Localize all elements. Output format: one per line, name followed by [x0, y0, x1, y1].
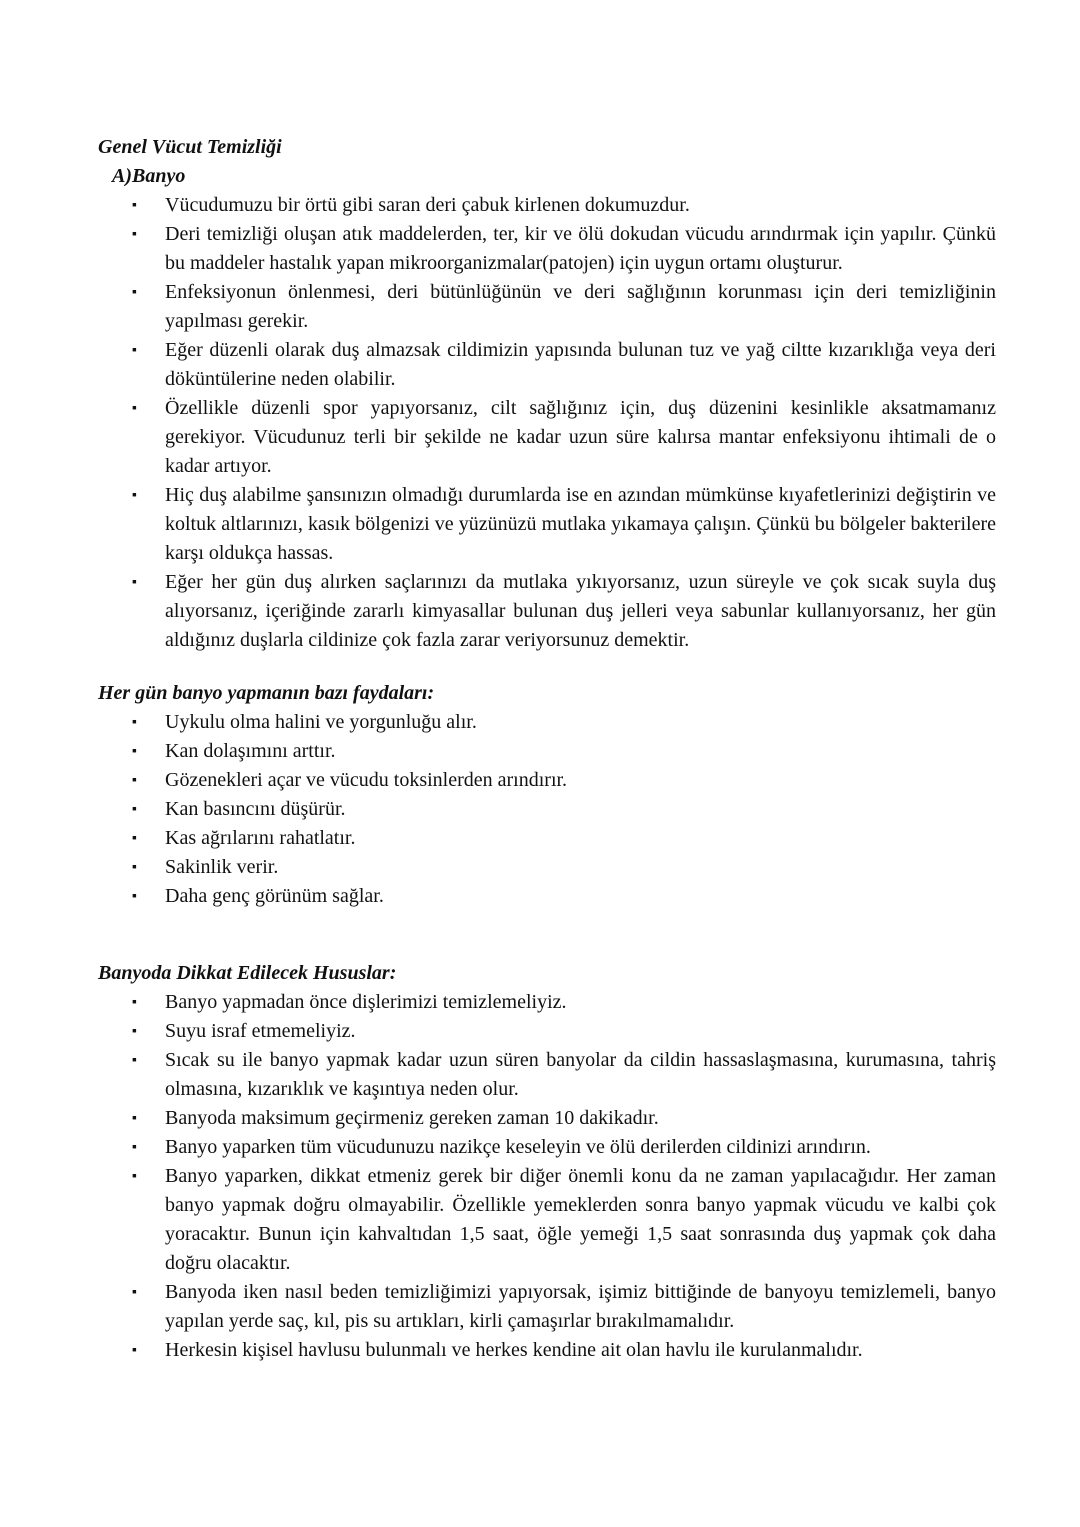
list-item-text: Banyo yapmadan önce dişlerimizi temizlemeliyiz. [165, 991, 567, 1013]
list-item-text: Banyo yaparken tüm vücudunuzu nazikçe keseleyin ve ölü derilerden cildinizi arındırın. [165, 1136, 871, 1158]
list-item [98, 1046, 996, 1104]
bullet-square-icon: ▪ [132, 488, 137, 503]
list-item-text: Deri temizliği oluşan atık maddelerden, ter, kir ve ölü dokudan vücudu arındırmak için yapılır. Çünkü bu maddeler hastalık yapan mikroorganizmalar(patojen) için uygun ortamı oluşturur. [165, 223, 996, 274]
list-item-text: Uykulu olma halini ve yorgunluğu alır. [165, 711, 477, 733]
list-item-text: Sıcak su ile banyo yapmak kadar uzun süren banyolar da cildin hassaslaşmasına, kurumasına, tahriş olmasına, kızarıklık ve kaşıntıya neden olur. [165, 1049, 996, 1100]
bullet-square-icon: ▪ [132, 198, 137, 213]
list-item [98, 336, 996, 394]
list-item-text: Hiç duş alabilme şansınızın olmadığı durumlarda ise en azından mümkünse kıyafetlerinizi değiştirin ve koltuk altlarınızı, kasık bölgenizi ve yüzünüzü mutlaka yıkamaya çalışın. Çünkü bu bölgeler bakterilere karşı oldukça hassas. [165, 484, 996, 564]
bullet-square-icon: ▪ [132, 1140, 137, 1155]
list-item-text: Kan basıncını düşürür. [165, 798, 346, 820]
document-title: Genel Vücut Temizliği [98, 136, 282, 158]
list-item-text: Enfeksiyonun önlenmesi, deri bütünlüğünün ve deri sağlığının korunması için deri temizliğinin yapılması gerekir. [165, 281, 996, 332]
list-item [98, 1162, 996, 1278]
list-item [98, 853, 996, 882]
list-item-text: Herkesin kişisel havlusu bulunmalı ve herkes kendine ait olan havlu ile kurulanmalıdır. [165, 1339, 863, 1361]
list-item [98, 882, 996, 911]
bullet-square-icon: ▪ [132, 1285, 137, 1300]
list-item-text: Gözenekleri açar ve vücudu toksinlerden arındırır. [165, 769, 568, 791]
bullet-square-icon: ▪ [132, 1343, 137, 1358]
list-item-text: Özellikle düzenli spor yapıyorsanız, cilt sağlığınız için, duş düzenini kesinlikle aksatmamanız gerekiyor. Vücudunuz terli bir şekilde ne kadar uzun süre kalırsa mantar enfeksiyonu ihtimali de o kadar artıyor. [165, 397, 996, 477]
document-subtitle: A)Banyo [112, 165, 186, 187]
bullet-square-icon: ▪ [132, 831, 137, 846]
list-item-text: Daha genç görünüm sağlar. [165, 885, 384, 907]
bullet-square-icon: ▪ [132, 802, 137, 817]
list-item-text: Sakinlik verir. [165, 856, 279, 878]
list-item [98, 568, 996, 655]
list-item [98, 1133, 996, 1162]
bullet-square-icon: ▪ [132, 1111, 137, 1126]
list-item [98, 1336, 996, 1365]
bullet-square-icon: ▪ [132, 773, 137, 788]
list-item [98, 766, 996, 795]
bullet-square-icon: ▪ [132, 744, 137, 759]
list-item-text: Kan dolaşımını arttır. [165, 740, 336, 762]
bullet-square-icon: ▪ [132, 401, 137, 416]
section-heading-faydalar: Her gün banyo yapmanın bazı faydaları: [98, 682, 435, 704]
bullet-square-icon: ▪ [132, 1024, 137, 1039]
section-heading-hususlar: Banyoda Dikkat Edilecek Hususlar: [98, 962, 397, 984]
bullet-square-icon: ▪ [132, 995, 137, 1010]
list-item [98, 278, 996, 336]
list-item [98, 795, 996, 824]
bullet-square-icon: ▪ [132, 1169, 137, 1184]
bullet-list-faydalar [98, 708, 996, 911]
bullet-square-icon: ▪ [132, 227, 137, 242]
bullet-square-icon: ▪ [132, 285, 137, 300]
list-item [98, 737, 996, 766]
list-item-text: Vücudumuzu bir örtü gibi saran deri çabuk kirlenen dokumuzdur. [165, 194, 690, 216]
list-item-text: Banyo yaparken, dikkat etmeniz gerek bir diğer önemli konu da ne zaman yapılacağıdır. Her zaman banyo yapmak doğru olmayabilir. Özellikle yemeklerden sonra banyo yapmak vücudu ve kalbi çok yoracaktır. Bunun için kahvaltıdan 1,5 saat, öğle yemeği 1,5 saat sonrasında duş yapmak çok daha doğru olacaktır. [165, 1165, 996, 1274]
list-item-text: Suyu israf etmemeliyiz. [165, 1020, 356, 1042]
list-item [98, 824, 996, 853]
list-item-text: Kas ağrılarını rahatlatır. [165, 827, 356, 849]
bullet-list-hususlar [98, 988, 996, 1365]
list-item-text: Eğer her gün duş alırken saçlarınızı da mutlaka yıkıyorsanız, uzun süreyle ve çok sıcak suyla duş alıyorsanız, içeriğinde zararlı kimyasallar bulunan duş jelleri veya sabunlar kullanıyorsanız, her gün aldığınız duşlarla cildinize çok fazla zarar veriyorsunuz demektir. [165, 571, 996, 651]
list-item [98, 394, 996, 481]
bullet-square-icon: ▪ [132, 889, 137, 904]
list-item [98, 1017, 996, 1046]
list-item-text: Banyoda maksimum geçirmeniz gereken zaman 10 dakikadır. [165, 1107, 659, 1129]
list-item [98, 481, 996, 568]
list-item-text: Eğer düzenli olarak duş almazsak cildimizin yapısında bulunan tuz ve yağ ciltte kızarıklığa veya deri döküntülerine neden olabilir. [165, 339, 996, 390]
list-item [98, 1104, 996, 1133]
list-item [98, 988, 996, 1017]
list-item-text: Banyoda iken nasıl beden temizliğimizi yapıyorsak, işimiz bittiğinde de banyoyu temizlemeli, banyo yapılan yerde saç, kıl, pis su artıkları, kirli çamaşırlar bırakılmamalıdır. [165, 1281, 996, 1332]
list-item [98, 708, 996, 737]
bullet-square-icon: ▪ [132, 860, 137, 875]
bullet-list-banyo [98, 191, 996, 655]
bullet-square-icon: ▪ [132, 575, 137, 590]
bullet-square-icon: ▪ [132, 1053, 137, 1068]
bullet-square-icon: ▪ [132, 715, 137, 730]
bullet-square-icon: ▪ [132, 343, 137, 358]
list-item [98, 191, 996, 220]
list-item [98, 1278, 996, 1336]
list-item [98, 220, 996, 278]
